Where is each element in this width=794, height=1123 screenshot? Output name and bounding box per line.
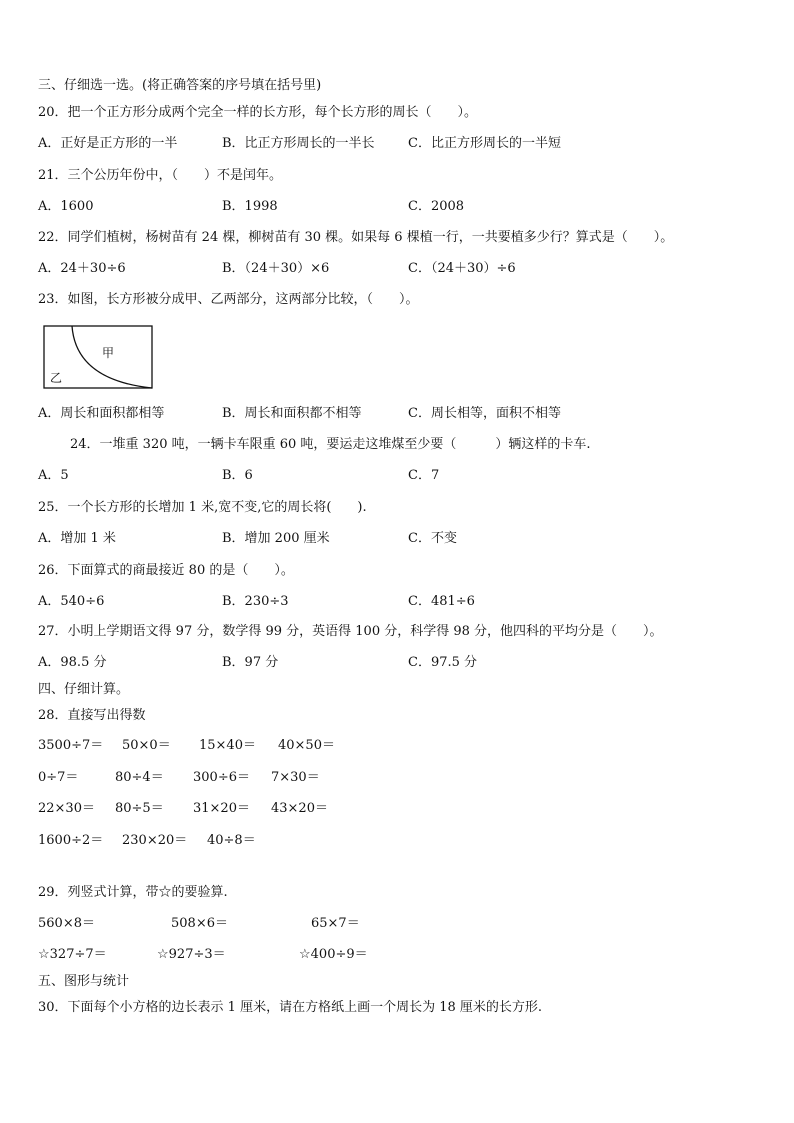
- q24-option-a: A．5: [38, 468, 69, 483]
- q21-option-c: C．2008: [408, 199, 465, 214]
- q28-item: 31×20＝: [193, 801, 250, 816]
- q26-option-c: C．481÷6: [408, 594, 475, 609]
- q28-item: 40×50＝: [278, 738, 335, 753]
- q27-stem: 27．小明上学期语文得 97 分，数学得 99 分，英语得 100 分，科学得 98 分，他四科的平均分是（ ）。: [38, 624, 663, 639]
- q23-option-b: B．周长和面积都不相等: [222, 406, 362, 421]
- q23-option-a: A．周长和面积都相等: [38, 406, 165, 421]
- q30-stem: 30．下面每个小方格的边长表示 1 厘米，请在方格纸上画一个周长为 18 厘米的长方形.: [38, 1000, 543, 1015]
- q28-item: 1600÷2＝: [38, 833, 104, 848]
- q25-stem: 25．一个长方形的长增加 1 米,宽不变,它的周长将( ).: [38, 500, 367, 515]
- q23-label-yi: 乙: [50, 371, 63, 385]
- q24-stem: 24．一堆重 320 吨，一辆卡车限重 60 吨，要运走这堆煤至少要（ ）辆这样的卡车.: [70, 437, 591, 452]
- q23-stem: 23．如图，长方形被分成甲、乙两部分，这两部分比较，（ ）。: [38, 292, 419, 307]
- q28-item: 7×30＝: [271, 770, 320, 785]
- q26-option-b: B．230÷3: [222, 594, 289, 609]
- q28-item: 43×20＝: [271, 801, 328, 816]
- q22-option-b: B．（24＋30）×6: [222, 261, 330, 276]
- q22-option-c: C．（24＋30）÷6: [408, 261, 516, 276]
- q28-item: 3500÷7＝: [38, 738, 104, 753]
- q29-item: 560×8＝: [38, 916, 95, 931]
- q28-item: 22×30＝: [38, 801, 95, 816]
- q28-item: 80÷4＝: [115, 770, 164, 785]
- q21-option-b: B．1998: [222, 199, 278, 214]
- q20-stem: 20．把一个正方形分成两个完全一样的长方形，每个长方形的周长（ ）。: [38, 105, 478, 120]
- q28-item: 0÷7＝: [38, 770, 79, 785]
- q29-item: ☆327÷7＝: [38, 947, 107, 962]
- q22-option-a: A．24＋30÷6: [38, 261, 126, 276]
- q28-item: 80÷5＝: [115, 801, 164, 816]
- q28-stem: 28．直接写出得数: [38, 708, 146, 723]
- q26-stem: 26．下面算式的商最接近 80 的是（ ）。: [38, 563, 294, 578]
- q27-option-b: B．97 分: [222, 655, 279, 670]
- q23-label-jia: 甲: [102, 346, 115, 360]
- q28-item: 15×40＝: [199, 738, 256, 753]
- section5-heading: 五、图形与统计: [38, 974, 130, 989]
- q29-item: 508×6＝: [171, 916, 228, 931]
- q29-item: ☆927÷3＝: [157, 947, 226, 962]
- q23-rectangle-figure: [40, 322, 156, 392]
- section4-heading: 四、仔细计算。: [38, 682, 130, 697]
- q21-option-a: A．1600: [38, 199, 94, 214]
- q29-item: 65×7＝: [311, 916, 360, 931]
- q27-option-c: C．97.5 分: [408, 655, 478, 670]
- q29-item: ☆400÷9＝: [299, 947, 368, 962]
- q25-option-c: C．不变: [408, 531, 457, 546]
- q28-item: 40÷8＝: [207, 833, 256, 848]
- q28-item: 230×20＝: [122, 833, 188, 848]
- q24-option-b: B．6: [222, 468, 253, 483]
- q28-item: 300÷6＝: [193, 770, 250, 785]
- q23-option-c: C．周长相等，面积不相等: [408, 406, 561, 421]
- q21-stem: 21．三个公历年份中，（ ）不是闰年。: [38, 168, 283, 183]
- q25-option-a: A．增加 1 米: [38, 531, 116, 546]
- q22-stem: 22．同学们植树，杨树苗有 24 棵，柳树苗有 30 棵。如果每 6 棵植一行，一共要植多少行？算式是（ ）。: [38, 230, 674, 245]
- q20-option-a: A．正好是正方形的一半: [38, 136, 178, 151]
- q24-option-c: C．7: [408, 468, 440, 483]
- q25-option-b: B．增加 200 厘米: [222, 531, 330, 546]
- q29-stem: 29．列竖式计算，带☆的要验算.: [38, 885, 228, 900]
- q20-option-c: C．比正方形周长的一半短: [408, 136, 561, 151]
- section3-heading: 三、仔细选一选。(将正确答案的序号填在括号里): [38, 78, 322, 93]
- q26-option-a: A．540÷6: [38, 594, 105, 609]
- q27-option-a: A．98.5 分: [38, 655, 107, 670]
- q28-item: 50×0＝: [122, 738, 171, 753]
- q20-option-b: B．比正方形周长的一半长: [222, 136, 375, 151]
